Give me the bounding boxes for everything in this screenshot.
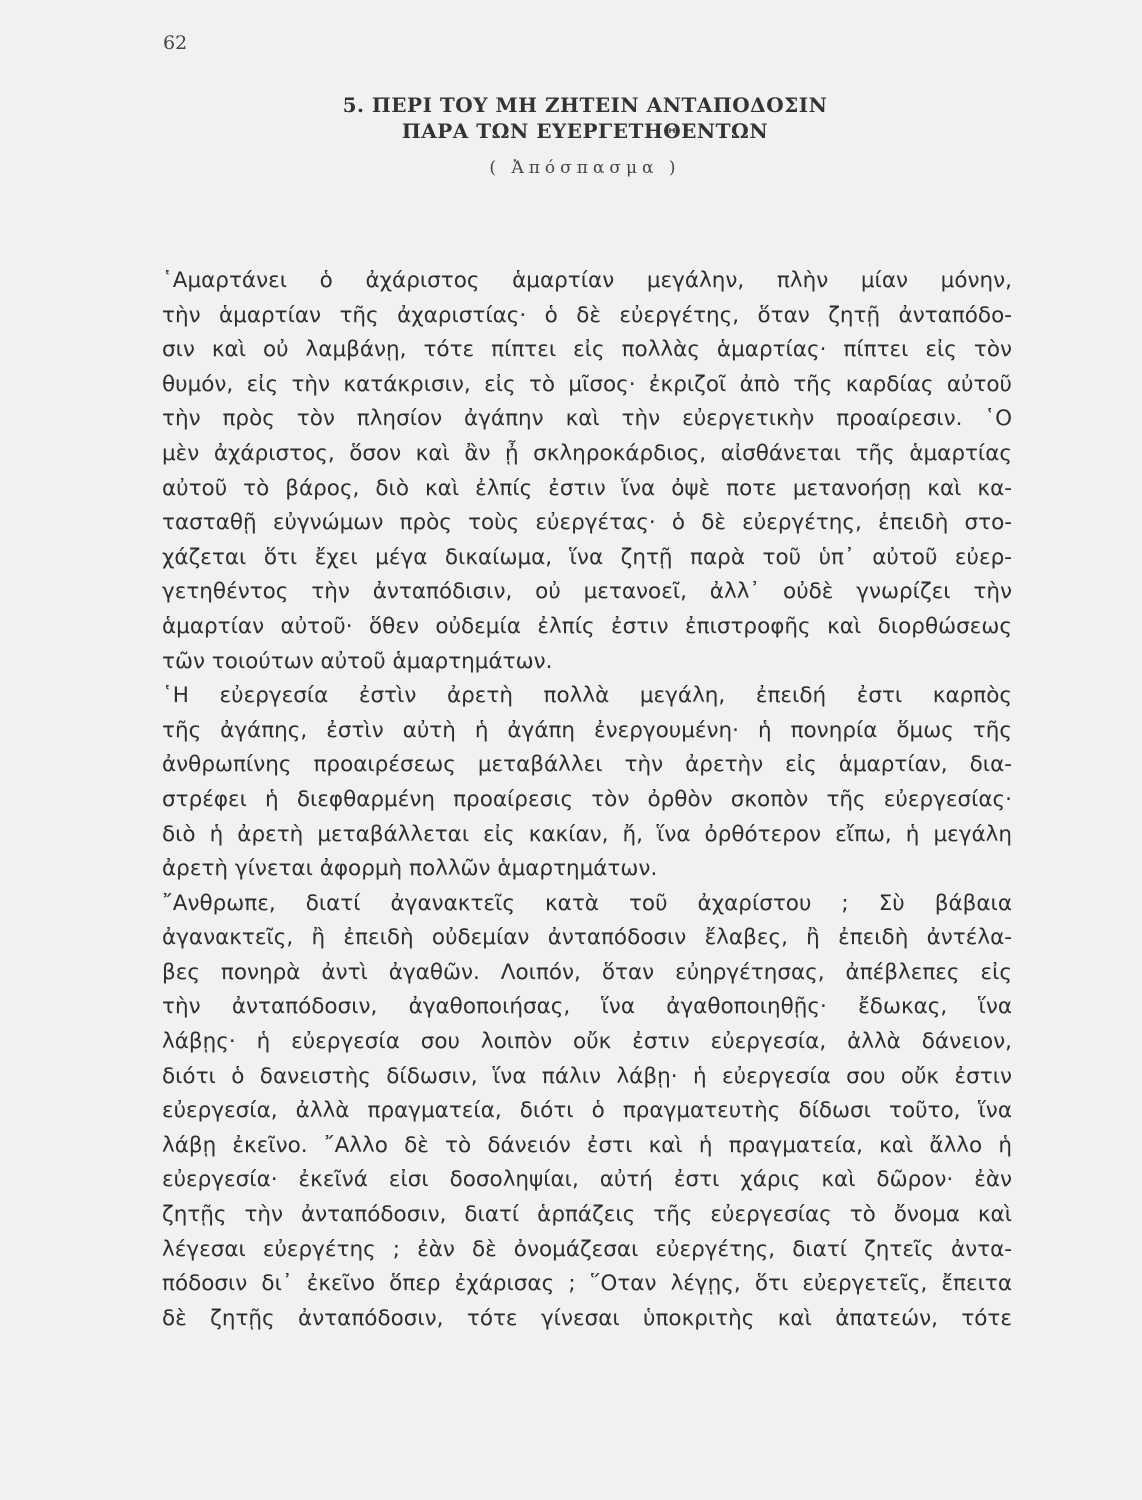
text-line: διότι ὁ δανειστὴς δίδωσιν, ἵνα πάλιν λάβῃ· ἡ εὐεργεσία σου οὔκ ἐστιν — [162, 1063, 1012, 1089]
text-line: λάβῃς· ἡ εὐεργεσία σου λοιπὸν οὔκ ἐστιν εὐεργεσία, ἀλλὰ δάνειον, — [162, 1029, 1012, 1055]
text-line: τὴν ἁμαρτίαν τῆς ἀχαριστίας· ὁ δὲ εὐεργέτης, ὅταν ζητῇ ἀνταπόδο- — [162, 302, 1012, 328]
text-line: ἀρετὴ γίνεται ἀφορμὴ πολλῶν ἁμαρτημάτων. — [162, 856, 658, 882]
page-number: 62 — [163, 32, 188, 54]
paragraph-3 — [162, 887, 1012, 1337]
paragraph-1 — [162, 264, 1012, 679]
text-line: λέγεσαι εὐεργέτης ; ἐὰν δὲ ὀνομάζεσαι εὐεργέτης, διατί ζητεῖς ἀντα- — [162, 1236, 1012, 1262]
text-line: γετηθέντος τὴν ἀνταπόδισιν, οὐ μετανοεῖ, ἀλλ᾿ οὐδὲ γνωρίζει τὴν — [162, 579, 1012, 605]
text-line: εὐεργεσία, ἀλλὰ πραγματεία, διότι ὁ πραγματευτὴς δίδωσι τοῦτο, ἵνα — [162, 1098, 1012, 1124]
chapter-title-line-2: ΠΑΡΑ ΤΩΝ ΕΥΕΡΓΕΤΗΘΕΝΤΩΝ — [401, 119, 769, 143]
text-line: ῎Ανθρωπε, διατί ἀγανακτεῖς κατὰ τοῦ ἀχαρίστου ; Σὺ βάβαια — [162, 890, 1012, 916]
text-line: τὴν πρὸς τὸν πλησίον ἀγάπην καὶ τὴν εὐεργετικὴν προαίρεσιν. ῾Ο — [162, 406, 1012, 432]
chapter-subtitle: ( Ἀπόσπασμα ) — [489, 158, 681, 178]
text-line: μὲν ἀχάριστος, ὅσον καὶ ἂν ᾖ σκληροκάρδιος, αἰσθάνεται τῆς ἁμαρτίας — [162, 440, 1012, 466]
text-line: χάζεται ὅτι ἔχει μέγα δικαίωμα, ἵνα ζητῇ παρὰ τοῦ ὑπ᾿ αὐτοῦ εὐερ- — [162, 544, 1012, 570]
text-line: σιν καὶ οὐ λαμβάνῃ, τότε πίπτει εἰς πολλὰς ἁμαρτίας· πίπτει εἰς τὸν — [162, 337, 1012, 363]
text-line: αὐτοῦ τὸ βάρος, διὸ καὶ ἐλπίς ἐστιν ἵνα ὀψὲ ποτε μετανοήσῃ καὶ κα- — [162, 475, 1012, 501]
text-line: εὐεργεσία· ἐκεῖνά εἰσι δοσοληψίαι, αὐτή ἐστι χάρις καὶ δῶρον· ἐὰν — [162, 1167, 1012, 1193]
chapter-heading — [160, 92, 1010, 178]
text-line: στρέφει ἡ διεφθαρμένη προαίρεσις τὸν ὀρθὸν σκοπὸν τῆς εὐεργεσίας· — [162, 786, 1012, 812]
text-line: τῶν τοιούτων αὐτοῦ ἁμαρτημάτων. — [162, 648, 553, 674]
text-line: ἀγανακτεῖς, ἢ ἐπειδὴ οὐδεμίαν ἀνταπόδοσιν ἔλαβες, ἢ ἐπειδὴ ἀντέλα- — [162, 925, 1012, 951]
text-line: θυμόν, εἰς τὴν κατάκρισιν, εἰς τὸ μῖσος· ἐκριζοῖ ἀπὸ τῆς καρδίας αὐτοῦ — [162, 371, 1012, 397]
text-line: τασταθῇ εὐγνώμων πρὸς τοὺς εὐεργέτας· ὁ δὲ εὐεργέτης, ἐπειδὴ στο- — [162, 510, 1012, 536]
text-line: τὴν ἀνταπόδοσιν, ἀγαθοποιήσας, ἵνα ἀγαθοποιηθῇς· ἔδωκας, ἵνα — [162, 994, 1012, 1020]
text-line: ἀνθρωπίνης προαιρέσεως μεταβάλλει τὴν ἀρετὴν εἰς ἁμαρτίαν, δια- — [162, 752, 1012, 778]
text-line: ἁμαρτίαν αὐτοῦ· ὅθεν οὐδεμία ἐλπίς ἐστιν ἐπιστροφῆς καὶ διορθώσεως — [162, 613, 1012, 639]
text-line: διὸ ἡ ἀρετὴ μεταβάλλεται εἰς κακίαν, ἤ, ἵνα ὀρθότερον εἴπω, ἡ μεγάλη — [162, 821, 1012, 847]
text-line: δὲ ζητῇς ἀνταπόδοσιν, τότε γίνεσαι ὑποκριτὴς καὶ ἀπατεών, τότε — [162, 1305, 1012, 1331]
text-line: τῆς ἀγάπης, ἐστὶν αὐτὴ ἡ ἀγάπη ἐνεργουμένη· ἡ πονηρία ὅμως τῆς — [162, 717, 1012, 743]
text-line: λάβῃ ἐκεῖνο. ῎Αλλο δὲ τὸ δάνειόν ἐστι καὶ ἡ πραγματεία, καὶ ἄλλο ἡ — [162, 1132, 1012, 1158]
text-line: βες πονηρὰ ἀντὶ ἀγαθῶν. Λοιπόν, ὅταν εὐηργέτησας, ἀπέβλεπες εἰς — [162, 959, 1012, 985]
chapter-title-line-1: 5. ΠΕΡΙ ΤΟΥ ΜΗ ΖΗΤΕΙΝ ΑΝΤΑΠΟΔΟΣΙΝ — [342, 93, 828, 117]
text-line: ῾Αμαρτάνει ὁ ἀχάριστος ἁμαρτίαν μεγάλην, πλὴν μίαν μόνην, — [162, 268, 1012, 293]
text-line: πόδοσιν δι᾿ ἐκεῖνο ὅπερ ἐχάρισας ; ῞Οταν λέγῃς, ὅτι εὐεργετεῖς, ἔπειτα — [162, 1271, 1012, 1297]
body-text — [162, 264, 1012, 1336]
paragraph-2 — [162, 679, 1012, 887]
text-line: ῾Η εὐεργεσία ἐστὶν ἀρετὴ πολλὰ μεγάλη, ἐπειδή ἐστι καρπὸς — [162, 683, 1012, 709]
text-line: ζητῇς τὴν ἀνταπόδοσιν, διατί ἁρπάζεις τῆς εὐεργεσίας τὸ ὄνομα καὶ — [162, 1202, 1012, 1228]
